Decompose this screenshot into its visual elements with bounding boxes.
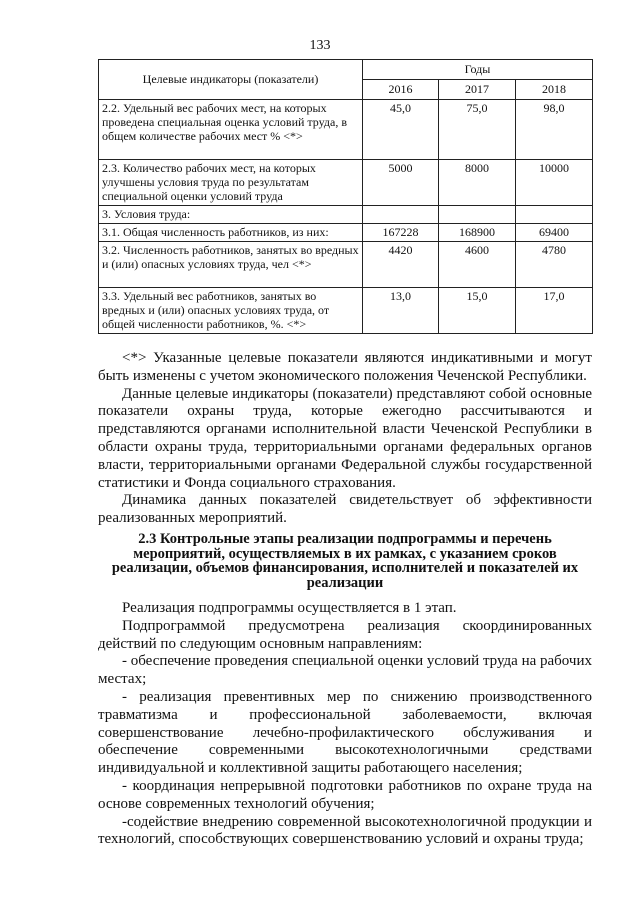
row-value-2018: 10000 <box>516 160 593 206</box>
table-row <box>99 160 593 206</box>
year-2016-header: 2016 <box>363 80 439 100</box>
row-value-2016: 13,0 <box>363 288 439 334</box>
table-header-row <box>99 60 593 80</box>
row-label: 2.3. Количество рабочих мест, на которых улучшены условия труда по результатам специальной оценки условий труда <box>99 160 363 206</box>
row-value-2016: 167228 <box>363 224 439 242</box>
row-value-2016 <box>363 206 439 224</box>
row-value-2018: 98,0 <box>516 100 593 160</box>
row-value-2018 <box>516 206 593 224</box>
row-value-2017: 75,0 <box>439 100 516 160</box>
list-item: - координация непрерывной подготовки работников по охране труда на основе современных технологий обучения; <box>98 777 592 812</box>
year-2017-header: 2017 <box>439 80 516 100</box>
row-label: 3.1. Общая численность работников, из них: <box>99 224 363 242</box>
list-item: -содействие внедрению современной высокотехнологичной продукции и технологий, способствующих совершенствованию условий и охраны труда; <box>98 813 592 848</box>
table-row <box>99 100 593 160</box>
table-row <box>99 288 593 334</box>
notes-block <box>98 350 592 528</box>
indicators-description-paragraph: Данные целевые индикаторы (показатели) представляют собой основные показатели охраны труда, которые ежегодно рассчитываются и представляются органами исполнительной власти Чеченской Республики в области охраны труда, территориальными органами федеральных органов власти, территориальными органами Федеральной службы государственной статистики и Фонда социального страхования. <box>98 385 592 491</box>
row-value-2017: 4600 <box>439 242 516 288</box>
row-label: 3.3. Удельный вес работников, занятых во вредных и (или) опасных условиях труда, от общей численности работников, %. <*> <box>99 288 363 334</box>
row-value-2017: 8000 <box>439 160 516 206</box>
row-label: 2.2. Удельный вес рабочих мест, на которых проведена специальная оценка условий труда, в общем количестве рабочих мест % <*> <box>99 100 363 160</box>
page-number: 133 <box>309 38 331 53</box>
indicators-header: Целевые индикаторы (показатели) <box>99 60 363 100</box>
years-header: Годы <box>363 60 593 80</box>
row-value-2017: 168900 <box>439 224 516 242</box>
row-value-2018: 69400 <box>516 224 593 242</box>
row-value-2016: 4420 <box>363 242 439 288</box>
row-value-2018: 4780 <box>516 242 593 288</box>
row-value-2016: 45,0 <box>363 100 439 160</box>
body-paragraph: Подпрограммой предусмотрена реализация скоординированных действий по следующим основным направлениям: <box>98 617 592 652</box>
row-value-2018: 17,0 <box>516 288 593 334</box>
row-value-2017: 15,0 <box>439 288 516 334</box>
list-item: - реализация превентивных мер по снижению производственного травматизма и профессиональной заболеваемости, включая совершенствование лечебно-профилактического обслуживания и обеспечение современными высокотехнологичными средствами индивидуальной и коллективной защиты работающего населения; <box>98 688 592 777</box>
body-paragraph: Реализация подпрограммы осуществляется в 1 этап. <box>122 600 457 616</box>
year-2018-header: 2018 <box>516 80 593 100</box>
footnote-paragraph: <*> Указанные целевые показатели являются индикативными и могут быть изменены с учетом экономического положения Чеченской Республики. <box>98 350 592 384</box>
section-heading: 2.3 Контрольные этапы реализации подпрограммы и перечень мероприятий, осуществляемых в их рамках, с указанием сроков реализации, объемов финансирования, исполнителей и показателей их реализации <box>111 531 579 591</box>
list-item: - обеспечение проведения специальной оценки условий труда на рабочих местах; <box>98 653 592 688</box>
row-value-2017 <box>439 206 516 224</box>
section-body <box>98 600 592 849</box>
table-row <box>99 224 593 242</box>
row-value-2016: 5000 <box>363 160 439 206</box>
row-label: 3.2. Численность работников, занятых во вредных и (или) опасных условиях труда, чел <*> <box>99 242 363 288</box>
indicators-table <box>98 59 593 334</box>
table-row <box>99 206 593 224</box>
table-row <box>99 242 593 288</box>
row-label: 3. Условия труда: <box>99 206 363 224</box>
dynamics-paragraph: Динамика данных показателей свидетельствует об эффективности реализованных мероприятий. <box>98 492 592 527</box>
